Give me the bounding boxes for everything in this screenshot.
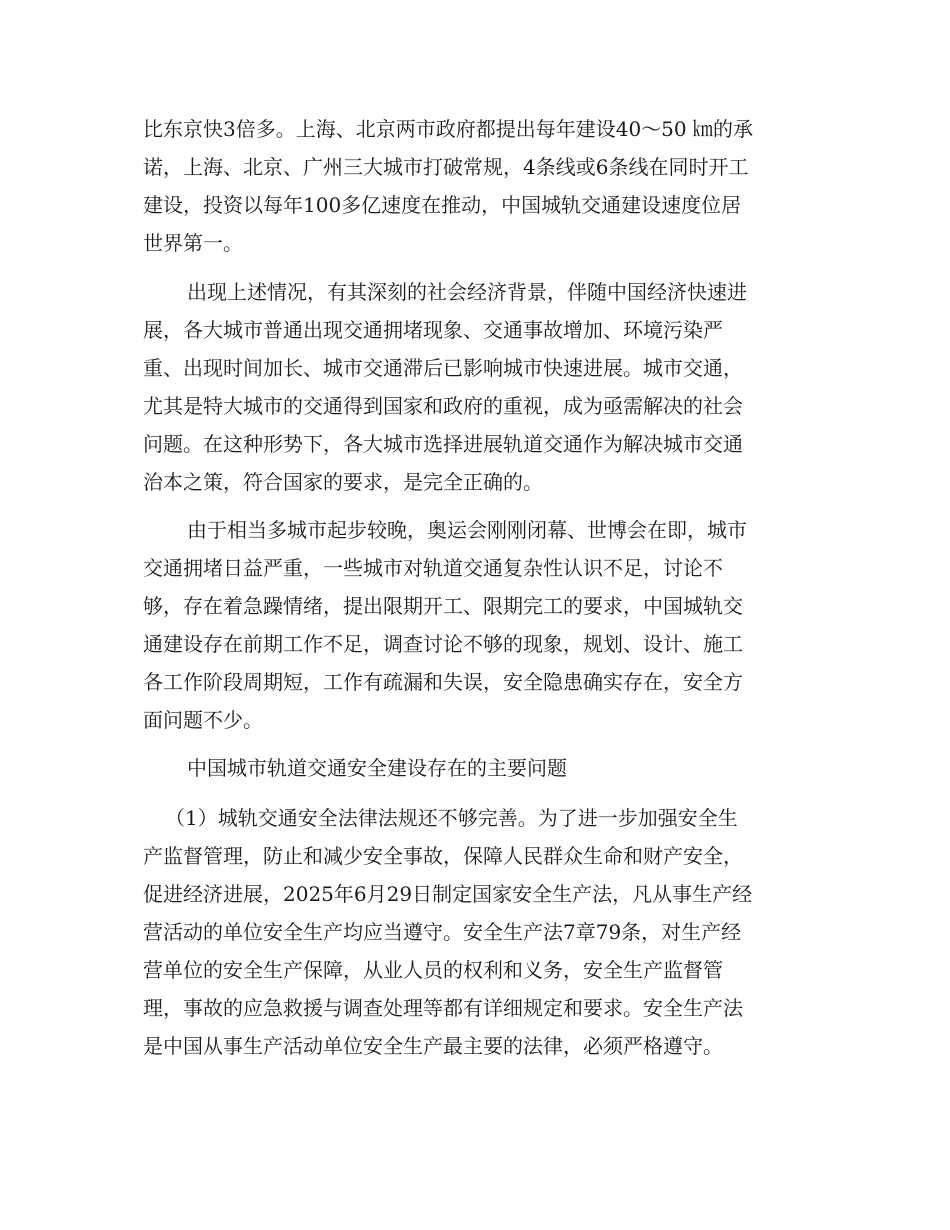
- paragraph-line: 重、出现时间加长、城市交通滞后已影响城市快速进展。城市交通，: [143, 356, 743, 380]
- paragraph-line: 问题。在这种形势下，各大城市选择进展轨道交通作为解决城市交通: [143, 432, 743, 456]
- paragraph-line: 展，各大城市普通出现交通拥堵现象、交通事故增加、环境污染严: [143, 318, 723, 342]
- paragraph-line: 营活动的单位安全生产均应当遵守。安全生产法7章79条，对生产经: [143, 920, 742, 944]
- paragraph-line: （1）城轨交通安全法律法规还不够完善。为了进一步加强安全生: [165, 806, 738, 830]
- paragraph-line: 世界第一。: [143, 231, 243, 255]
- paragraph-line: 营单位的安全生产保障，从业人员的权利和义务，安全生产监督管: [143, 958, 723, 982]
- paragraph-line: 产监督管理，防止和减少安全事故，保障人民群众生命和财产安全，: [143, 844, 743, 868]
- paragraph-line: 够，存在着急躁情绪，提出限期开工、限期完工的要求，中国城轨交: [143, 594, 743, 618]
- heading-line: 中国城市轨道交通安全建设存在的主要问题: [187, 756, 567, 780]
- paragraph-line: 通建设存在前期工作不足，调查讨论不够的现象，规划、设计、施工: [143, 632, 743, 656]
- paragraph-line: 尤其是特大城市的交通得到国家和政府的重视，成为亟需解决的社会: [143, 394, 743, 418]
- paragraph-line: 交通拥堵日益严重，一些城市对轨道交通复杂性认识不足，讨论不: [143, 556, 723, 580]
- paragraph-line: 诺，上海、北京、广州三大城市打破常规，4条线或6条线在同时开工: [143, 155, 749, 179]
- paragraph-line: 理，事故的应急救援与调查处理等都有详细规定和要求。安全生产法: [143, 996, 743, 1020]
- paragraph-line: 促进经济进展，2025年6月29日制定国家安全生产法，凡从事生产经: [143, 882, 753, 906]
- paragraph-line: 出现上述情况，有其深刻的社会经济背景，伴随中国经济快速进: [187, 280, 747, 304]
- paragraph-line: 各工作阶段周期短，工作有疏漏和失误，安全隐患确实存在，安全方: [143, 670, 743, 694]
- paragraph-line: 建设，投资以每年100多亿速度在推动，中国城轨交通建设速度位居: [143, 193, 742, 217]
- paragraph-line: 由于相当多城市起步较晚，奥运会刚刚闭幕、世博会在即，城市: [187, 518, 747, 542]
- paragraph-line: 面问题不少。: [143, 708, 263, 732]
- paragraph-line: 治本之策，符合国家的要求，是完全正确的。: [143, 470, 543, 494]
- paragraph-line: 是中国从事生产活动单位安全生产最主要的法律，必须严格遵守。: [143, 1034, 723, 1058]
- paragraph-line: 比东京快3倍多。上海、北京两市政府都提出每年建设40～50 ㎞的承: [143, 117, 753, 141]
